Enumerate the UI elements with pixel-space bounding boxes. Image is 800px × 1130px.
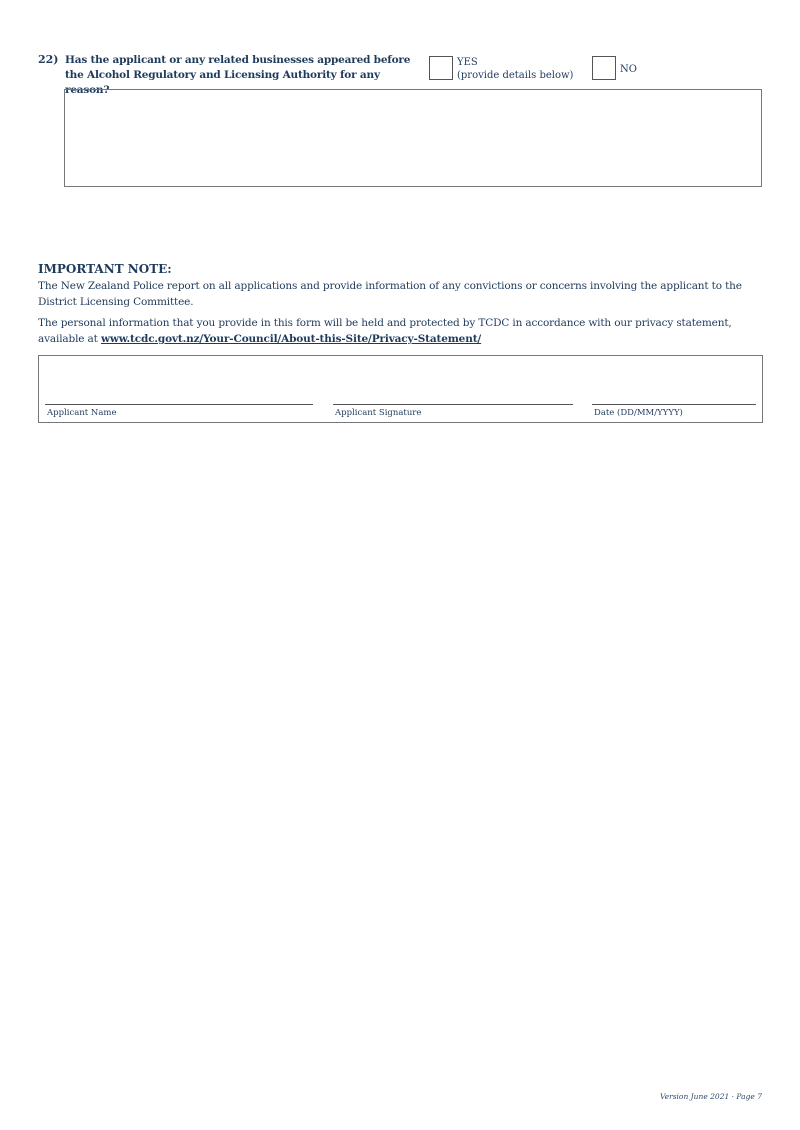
important-note-heading: IMPORTANT NOTE: xyxy=(38,262,172,276)
privacy-paragraph xyxy=(38,315,768,347)
yes-sublabel: (provide details below) xyxy=(457,70,574,81)
page-number: Page 7 xyxy=(736,1092,762,1101)
yes-checkbox[interactable] xyxy=(429,56,453,80)
date-field[interactable] xyxy=(592,404,756,419)
footer-separator: · xyxy=(731,1092,735,1101)
no-label: NO xyxy=(620,64,637,75)
no-checkbox[interactable] xyxy=(592,56,616,80)
privacy-statement-link[interactable]: www.tcdc.govt.nz/Your-Council/About-this-Site/Privacy-Statement/ xyxy=(100,333,482,345)
applicant-name-field[interactable] xyxy=(45,404,313,419)
question-text: Has the applicant or any related businesses appeared before the Alcohol Regulatory and Licensing Authority for any reason? xyxy=(65,54,411,96)
page-footer xyxy=(660,1092,762,1101)
signature-box xyxy=(38,355,763,423)
yes-label-text: YES xyxy=(457,57,478,68)
question-number: 22) xyxy=(38,53,59,66)
privacy-text: The personal information that you provide in this form will be held and protected by TCDC in accordance with our privacy statement, available at xyxy=(38,317,732,345)
important-note-paragraph: The New Zealand Police report on all applications and provide information of any convictions or concerns involving the applicant to the District Licensing Committee. xyxy=(38,280,742,308)
details-textarea[interactable] xyxy=(64,89,762,187)
applicant-signature-field[interactable] xyxy=(333,404,573,419)
version-text: Version June 2021 xyxy=(659,1092,730,1101)
yes-label xyxy=(457,56,573,82)
applicant-name-label: Applicant Name xyxy=(47,408,117,418)
applicant-signature-label: Applicant Signature xyxy=(335,408,422,418)
date-label: Date (DD/MM/YYYY) xyxy=(594,408,683,418)
